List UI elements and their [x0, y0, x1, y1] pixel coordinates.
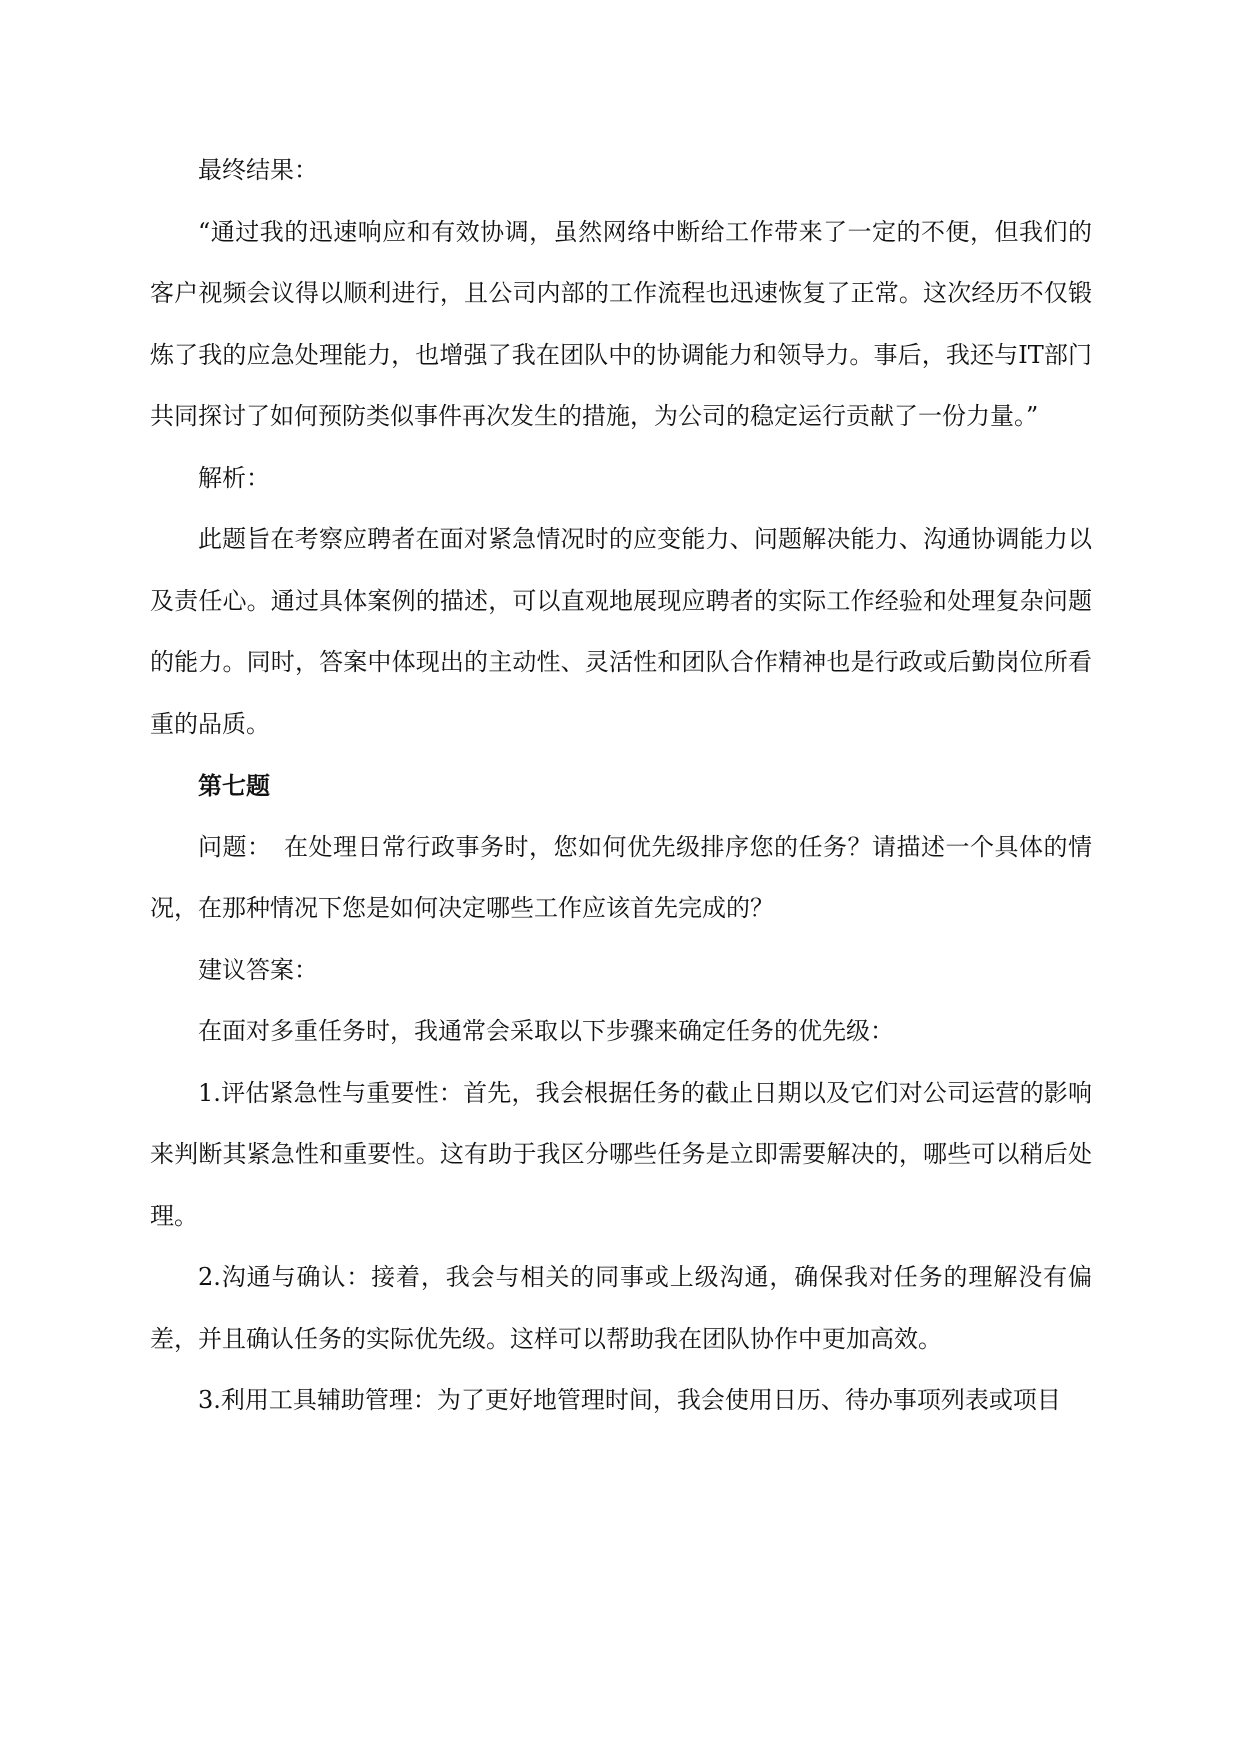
analysis-label: 解析： [198, 463, 270, 492]
answer-intro-paragraph: 在面对多重任务时，我通常会采取以下步骤来确定任务的优先级： [198, 1017, 894, 1045]
question-seven-heading: 第七题 [198, 771, 270, 800]
analysis-paragraph: 此题旨在考察应聘者在面对紧急情况时的应变能力、问题解决能力、沟通协调能力以及责任心。通过具体案例的描述，可以直观地展现应聘者的实际工作经验和处理复杂问题的能力。同时，答案中体现出的主动性、灵活性和团队合作精神也是行政或后勤岗位所看重的品质。 [150, 525, 1092, 738]
step-two-paragraph: 2.沟通与确认：接着，我会与相关的同事或上级沟通，确保我对任务的理解没有偏差，并且确认任务的实际优先级。这样可以帮助我在团队协作中更加高效。 [150, 1263, 1092, 1353]
document-page [150, 140, 1092, 1432]
question-paragraph: 问题： 在处理日常行政事务时，您如何优先级排序您的任务？请描述一个具体的情况，在那种情况下您是如何决定哪些工作应该首先完成的？ [150, 832, 1092, 922]
result-label: 最终结果： [198, 156, 318, 184]
step-one-paragraph: 1.评估紧急性与重要性：首先，我会根据任务的截止日期以及它们对公司运营的影响来判断其紧急性和重要性。这有助于我区分哪些任务是立即需要解决的，哪些可以稍后处理。 [150, 1078, 1092, 1230]
result-quote-paragraph: “通过我的迅速响应和有效协调，虽然网络中断给工作带来了一定的不便，但我们的客户视频会议得以顺利进行，且公司内部的工作流程也迅速恢复了正常。这次经历不仅锻炼了我的应急处理能力，也增强了我在团队中的协调能力和领导力。事后，我还与IT部门共同探讨了如何预防类似事件再次发生的措施，为公司的稳定运行贡献了一份力量。” [150, 217, 1092, 430]
step-three-paragraph: 3.利用工具辅助管理：为了更好地管理时间，我会使用日历、待办事项列表或项目 [198, 1386, 1061, 1414]
suggested-answer-label: 建议答案： [198, 955, 318, 984]
